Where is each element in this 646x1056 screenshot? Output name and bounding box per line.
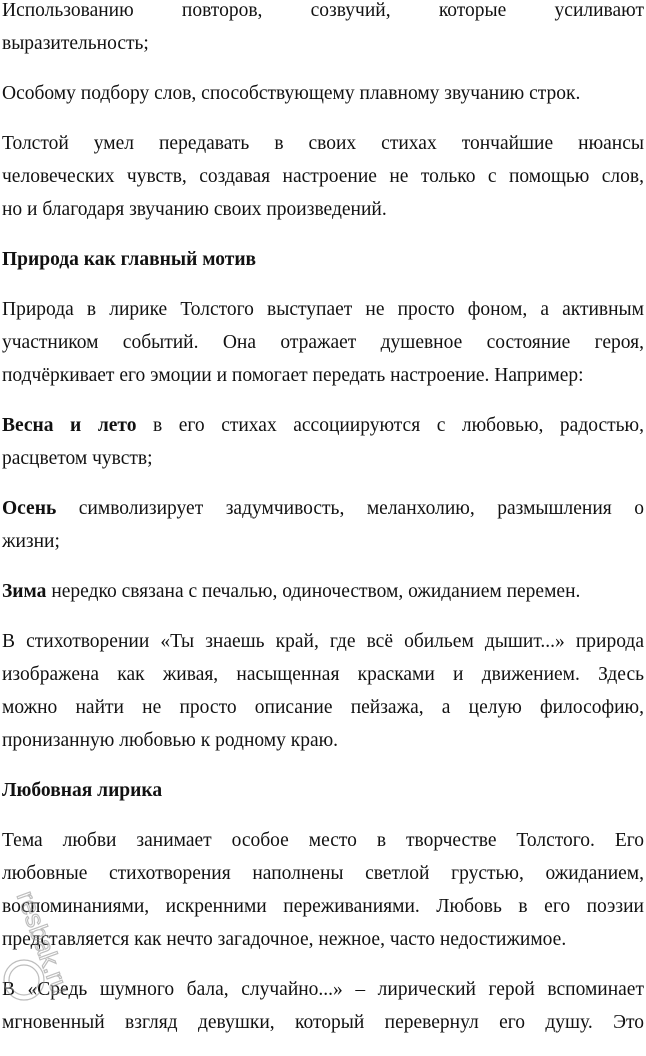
text: можно найти не просто описание пейзажа, а целую философию, [2,697,644,718]
text-line [2,409,644,442]
text: представляется как нечто загадочное, нежное, часто недостижимое. [2,929,567,950]
text-line [2,0,644,27]
text: Природа в лирике Толстого выступает не просто фоном, а активным [2,299,644,320]
section-heading [2,774,644,807]
text-line [2,658,644,691]
text: нередко связана с печалью, одиночеством, ожиданием перемен. [46,581,581,602]
document-page [2,0,644,1056]
text: мгновенный взгляд девушки, который перевернул его душу. Это [2,1012,644,1033]
text-line [2,824,644,857]
paragraph [2,575,644,608]
text-line [2,691,644,724]
text-line [2,243,644,276]
text-line [2,973,644,1006]
text-line [2,442,644,475]
paragraph [2,824,644,956]
bold-text: Весна и лето [2,415,137,436]
text: участником событий. Она отражает душевное состояние героя, [2,332,644,353]
text-line [2,359,644,392]
paragraph [2,293,644,392]
text-line [2,77,644,110]
text: подчёркивает его эмоции и помогает передать настроение. Например: [2,365,584,386]
text-line [2,923,644,956]
paragraph [2,409,644,475]
paragraph [2,492,644,558]
text: Тема любви занимает особое место в творчестве Толстого. Его [2,830,644,851]
text: но и благодаря звучанию своих произведений. [2,199,387,220]
text: жизни; [2,531,60,552]
bold-text: Зима [2,581,47,602]
paragraph [2,77,644,110]
paragraph [2,625,644,757]
text-line [2,193,644,226]
bold-text: Осень [2,498,57,519]
text-line [2,890,644,923]
text: пронизанную любовью к родному краю. [2,730,339,751]
text-line [2,27,644,60]
text-line [2,525,644,558]
paragraph [2,0,644,60]
text-line [2,625,644,658]
text-line [2,160,644,193]
text: изображена как живая, насыщенная красками и движением. Здесь [2,664,644,685]
text-line [2,326,644,359]
text: Толстой умел передавать в своих стихах тончайшие нюансы [2,133,644,154]
text-line [2,774,644,807]
text: воспоминаниями, искренними переживаниями. Любовь в его поэзии [2,896,644,917]
text-line [2,127,644,160]
text: В «Средь шумного бала, случайно...» – лирический герой вспоминает [2,979,644,1000]
text: выразительность; [2,33,149,54]
bold-text: Природа как главный мотив [2,249,257,270]
text: Особому подбору слов, способствующему плавному звучанию строк. [2,83,581,104]
text: Использованию повторов, созвучий, которые усиливают [2,0,644,21]
text: В стихотворении «Ты знаешь край, где всё обильем дышит...» природа [2,631,644,652]
text-line [2,492,644,525]
paragraph [2,973,644,1039]
section-heading [2,243,644,276]
text-line [2,724,644,757]
text-line [2,1006,644,1039]
text: расцветом чувств; [2,448,153,469]
paragraph [2,127,644,226]
text: в его стихах ассоциируются с любовью, радостью, [136,415,644,436]
bold-text: Любовная лирика [2,780,163,801]
text-line [2,575,644,608]
text-line [2,857,644,890]
text: любовные стихотворения наполнены светлой грустью, ожиданием, [2,863,644,884]
text: человеческих чувств, создавая настроение не только с помощью слов, [2,166,644,187]
text-line [2,293,644,326]
text: символизирует задумчивость, меланхолию, размышления о [56,498,644,519]
svg-text:resbak.ru: resbak.ru [10,886,77,999]
